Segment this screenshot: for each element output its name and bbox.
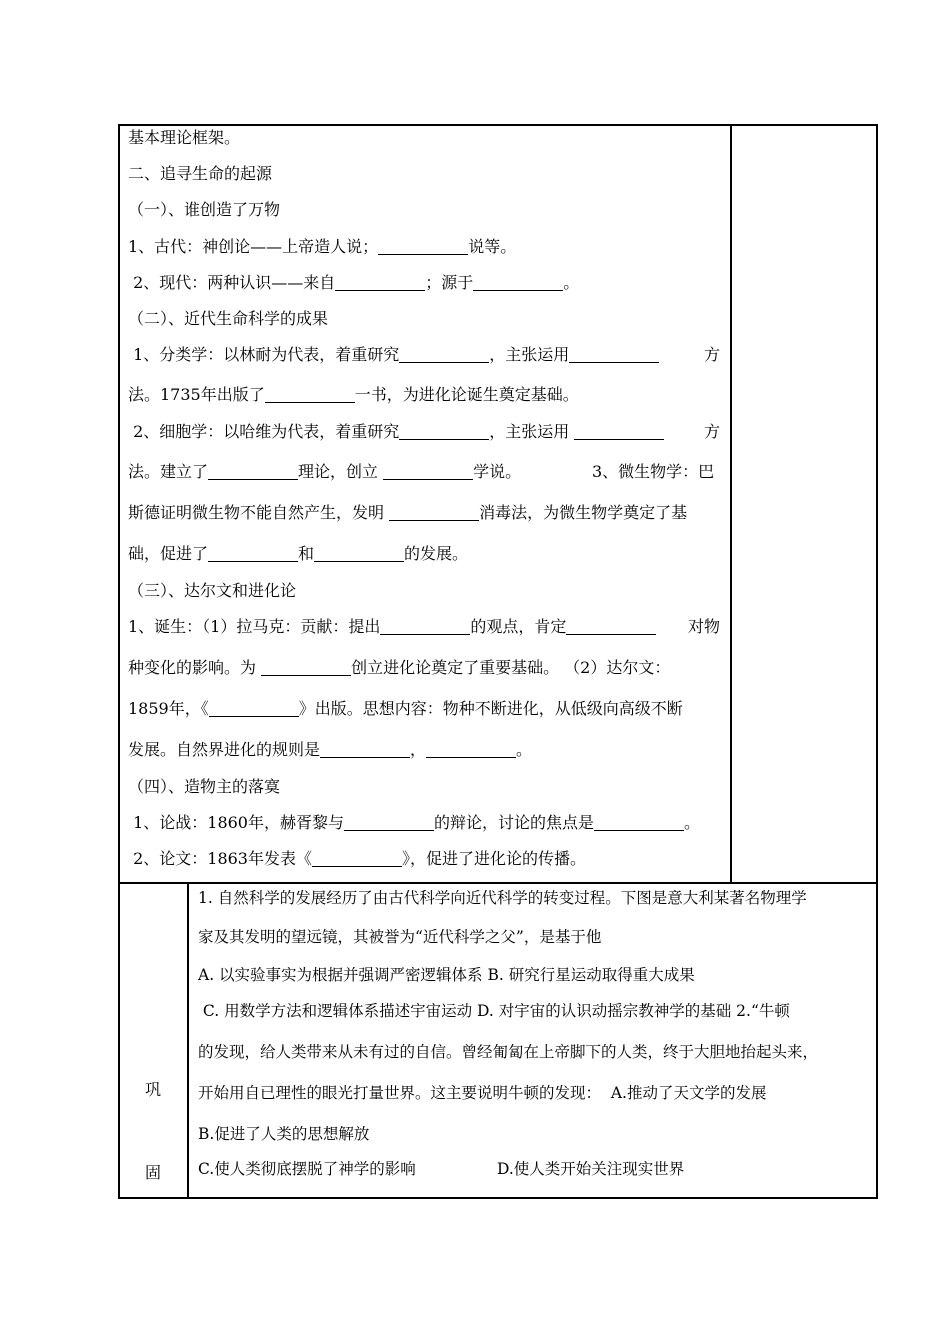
fill-blank[interactable]: [399, 346, 489, 363]
fill-blank[interactable]: [265, 386, 355, 403]
option-line: [198, 1124, 369, 1144]
line-text: （一）、谁创造了万物: [128, 200, 281, 219]
fill-blank[interactable]: [383, 463, 473, 480]
fill-blank[interactable]: [320, 741, 410, 758]
option-c: C.使人类彻底摆脱了神学的影响: [198, 1160, 416, 1178]
line-text: 法。1735年出版了: [128, 385, 265, 404]
fill-blank[interactable]: [569, 346, 659, 363]
line-text: 1. 自然科学的发展经历了由古代科学向近代科学的转变过程。下图是意大利某著名物理学: [198, 889, 807, 907]
line-text: 的发展。: [404, 544, 469, 563]
line-text: ；源于: [425, 273, 474, 292]
text-line: [128, 237, 516, 257]
fill-blank[interactable]: [389, 504, 479, 521]
option-line: [198, 965, 695, 985]
section-heading: [128, 164, 272, 184]
line-text: 》出版。思想内容：物种不断进化，从低级向高级不断: [298, 699, 683, 718]
line-text: 理论，创立: [298, 462, 384, 481]
section-label-bottom: 固: [145, 1163, 162, 1182]
text-line: [128, 740, 532, 760]
line-text: 创立进化论奠定了重要基础。 （2）达尔文：: [351, 658, 671, 677]
line-text: 的辩论，讨论的焦点是: [434, 813, 595, 832]
option-line: [198, 1001, 790, 1021]
line-text: ，: [410, 740, 427, 759]
line-text: 2、现代：两种认识——来自: [128, 273, 336, 292]
line-text: 方: [704, 345, 721, 364]
line-text: 础，促进了: [128, 544, 209, 563]
text-line: [128, 658, 670, 678]
line-text: 一书，为进化论诞生奠定基础。: [354, 385, 579, 404]
option-line: [198, 1159, 416, 1179]
line-text: 1、古代：神创论——上帝造人说；: [128, 237, 379, 256]
line-text: 对物: [688, 617, 721, 636]
fill-blank[interactable]: [566, 618, 656, 635]
line-text: C. 用数学方法和逻辑体系描述宇宙运动 D. 对宇宙的认识动摇宗教神学的基础 2.“牛顿: [198, 1002, 790, 1020]
text-line: [128, 849, 586, 869]
fill-blank[interactable]: [426, 741, 516, 758]
section-label-top: 巩: [145, 1080, 162, 1099]
line-text: 1、论战：1860年，赫胥黎与: [128, 813, 344, 832]
subsection-heading: [128, 309, 328, 329]
subsection-heading: [128, 200, 280, 220]
subsection-heading: [128, 777, 280, 797]
line-text: A. 以实验事实为根据并强调严密逻辑体系 B. 研究行星运动取得重大成果: [198, 966, 695, 984]
fill-blank[interactable]: [574, 423, 664, 440]
fill-blank[interactable]: [208, 545, 298, 562]
line-text: （三）、达尔文和进化论: [128, 581, 297, 600]
line-text: 家及其发明的望远镜，其被誉为“近代科学之父”，是基于他: [198, 928, 602, 946]
line-text: 。: [684, 813, 701, 832]
section-divider: [118, 882, 878, 884]
text-line: [128, 385, 579, 405]
line-text: 》，促进了进化论的传播。: [402, 849, 587, 868]
line-text: 方: [704, 422, 721, 441]
line-text: 说等。: [468, 237, 517, 256]
left-label-divider: [187, 882, 189, 1199]
fill-blank[interactable]: [344, 814, 434, 831]
line-text: 发展。自然界进化的规则是: [128, 740, 321, 759]
line-text: （二）、近代生命科学的成果: [128, 309, 329, 328]
text-line: [128, 345, 659, 365]
text-line: [128, 128, 240, 148]
text-line: [128, 699, 683, 719]
text-line: [128, 503, 687, 523]
fill-blank[interactable]: [312, 850, 402, 867]
text-line-end: [704, 422, 720, 442]
text-line: [128, 544, 468, 564]
line-text: 的观点，肯定: [470, 617, 567, 636]
option-d: D.使人类开始关注现实世界: [497, 1160, 685, 1178]
line-text: 。: [516, 740, 533, 759]
text-line: [128, 617, 656, 637]
fill-blank[interactable]: [473, 274, 563, 291]
line-text: 斯德证明微生物不能自然产生，发明: [128, 503, 390, 522]
line-text: ，主张运用: [489, 422, 575, 441]
line-text: 二、追寻生命的起源: [128, 164, 273, 183]
line-text: 1、分类学：以林耐为代表，着重研究: [128, 345, 400, 364]
line-text: ，主张运用: [489, 345, 570, 364]
subsection-heading: [128, 581, 296, 601]
line-text: 开始用自已理性的眼光打量世界。这主要说明牛顿的发现： A.推动了天文学的发展: [198, 1084, 767, 1102]
line-text: 法。建立了: [128, 462, 209, 481]
fill-blank[interactable]: [399, 423, 489, 440]
text-line-end: [704, 345, 720, 365]
fill-blank[interactable]: [380, 618, 470, 635]
fill-blank[interactable]: [209, 700, 299, 717]
fill-blank[interactable]: [208, 463, 298, 480]
line-text: B.促进了人类的思想解放: [198, 1125, 370, 1143]
fill-blank[interactable]: [594, 814, 684, 831]
text-line: [128, 273, 579, 293]
line-text: 2、细胞学：以哈维为代表，着重研究: [128, 422, 400, 441]
question-line: [198, 888, 807, 908]
line-text: 消毒法，为微生物学奠定了基: [479, 503, 688, 522]
fill-blank[interactable]: [261, 659, 351, 676]
line-text: 。: [563, 273, 580, 292]
text-line: [128, 813, 700, 833]
line-text: 1、诞生：（1）拉马克：贡献：提出: [128, 617, 381, 636]
question-line: [198, 1042, 818, 1062]
line-text: 学说。: [473, 462, 522, 481]
line-text: 种变化的影响。为: [128, 658, 262, 677]
line-text: 和: [298, 544, 315, 563]
line-text: 基本理论框架。: [128, 128, 241, 147]
text-line: [128, 462, 521, 482]
fill-blank[interactable]: [378, 238, 468, 255]
text-line-end: [688, 617, 720, 637]
question-line: [198, 927, 601, 947]
option-line: [497, 1159, 684, 1179]
line-text: （四）、造物主的落寞: [128, 777, 281, 796]
right-column-divider: [730, 124, 732, 884]
line-text: 3、微生物学：巴: [592, 462, 715, 481]
fill-blank[interactable]: [314, 545, 404, 562]
line-text: 2、论文：1863年发表《: [128, 849, 312, 868]
question-line: [198, 1083, 766, 1103]
text-line-end: [592, 462, 714, 482]
text-line: [128, 422, 664, 442]
fill-blank[interactable]: [335, 274, 425, 291]
line-text: 1859年，《: [128, 699, 209, 718]
line-text: 的发现，给人类带来从未有过的自信。曾经匍匐在上帝脚下的人类，终于大胆地抬起头来，: [198, 1043, 819, 1061]
